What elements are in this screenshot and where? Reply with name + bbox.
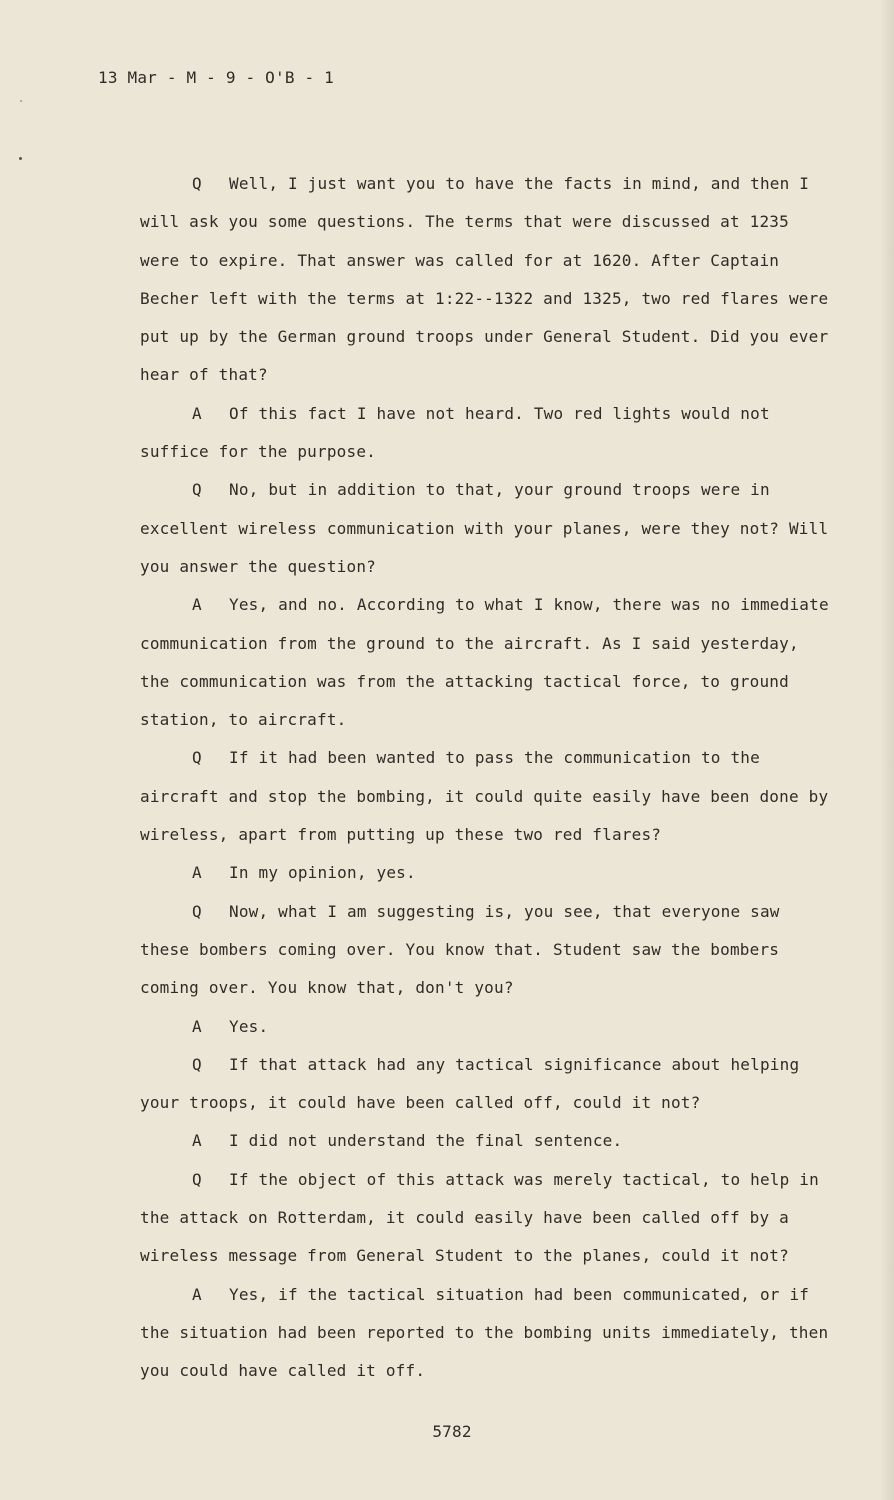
transcript-paragraph [140, 739, 830, 854]
transcript-paragraph [140, 1046, 830, 1123]
transcript-paragraph [140, 1122, 830, 1160]
paragraph-text: If that attack had any tactical significance about helping your troops, it could have been called off, could it not? [140, 1054, 800, 1113]
paragraph-text: In my opinion, yes. [229, 863, 416, 883]
transcript-paragraph [140, 854, 830, 892]
transcript-paragraph [140, 1276, 830, 1391]
speaker-label: A [192, 403, 202, 423]
transcript-paragraph [140, 471, 830, 586]
paragraph-text: Yes. [229, 1016, 269, 1036]
speaker-label: Q [192, 1054, 202, 1074]
transcript-paragraph [140, 1161, 830, 1276]
speaker-label: A [192, 1284, 202, 1304]
paragraph-text: If the object of this attack was merely tactical, to help in the attack on Rotterdam, it could easily have been called off by a wireless message from General Student to the planes, could it not? [140, 1169, 819, 1266]
speaker-label: A [192, 863, 202, 883]
speaker-label: A [192, 1016, 202, 1036]
paper-speck [19, 157, 22, 160]
transcript-paragraph [140, 1008, 830, 1046]
paper-speck [20, 100, 22, 102]
page-header: 13 Mar - M - 9 - O'B - 1 [98, 68, 334, 87]
paragraph-text: I did not understand the final sentence. [229, 1131, 623, 1151]
paragraph-text: Now, what I am suggesting is, you see, that everyone saw these bombers coming over. You know that. Student saw the bombers coming over. You know that, don't you? [140, 901, 780, 998]
paragraph-text: Well, I just want you to have the facts in mind, and then I will ask you some questions. The terms that were discussed at 1235 were to expire. That answer was called for at 1620. After Captain Becher left with the terms at 1:22--1322 and 1325, two red flares were put up by the German ground troops under General Student. Did you ever hear of that? [140, 174, 829, 385]
page-number: 5782 [432, 1422, 472, 1441]
speaker-label: Q [192, 174, 202, 193]
transcript-paragraph [140, 395, 830, 472]
speaker-label: Q [192, 480, 202, 500]
speaker-label: A [192, 1131, 202, 1151]
paragraph-text: If it had been wanted to pass the communication to the aircraft and stop the bombing, it could quite easily have been done by wireless, apart from putting up these two red flares? [140, 748, 829, 845]
paragraph-text: Of this fact I have not heard. Two red lights would not suffice for the purpose. [140, 403, 770, 462]
paragraph-text: Yes, if the tactical situation had been communicated, or if the situation had been reported to the bombing units immediately, then you could have called it off. [140, 1284, 829, 1381]
speaker-label: Q [192, 1169, 202, 1189]
transcript-paragraph [140, 893, 830, 1008]
transcript-body [140, 165, 830, 1391]
speaker-label: Q [192, 748, 202, 768]
transcript-paragraph [140, 586, 830, 739]
speaker-label: A [192, 595, 202, 615]
paragraph-text: No, but in addition to that, your ground troops were in excellent wireless communication with your planes, were they not? Will you answer the question? [140, 480, 829, 576]
speaker-label: Q [192, 901, 202, 921]
paragraph-text: Yes, and no. According to what I know, there was no immediate communication from the ground to the aircraft. As I said yesterday, the communication was from the attacking tactical force, to ground station, to aircraft. [140, 595, 829, 730]
transcript-paragraph [140, 165, 830, 395]
